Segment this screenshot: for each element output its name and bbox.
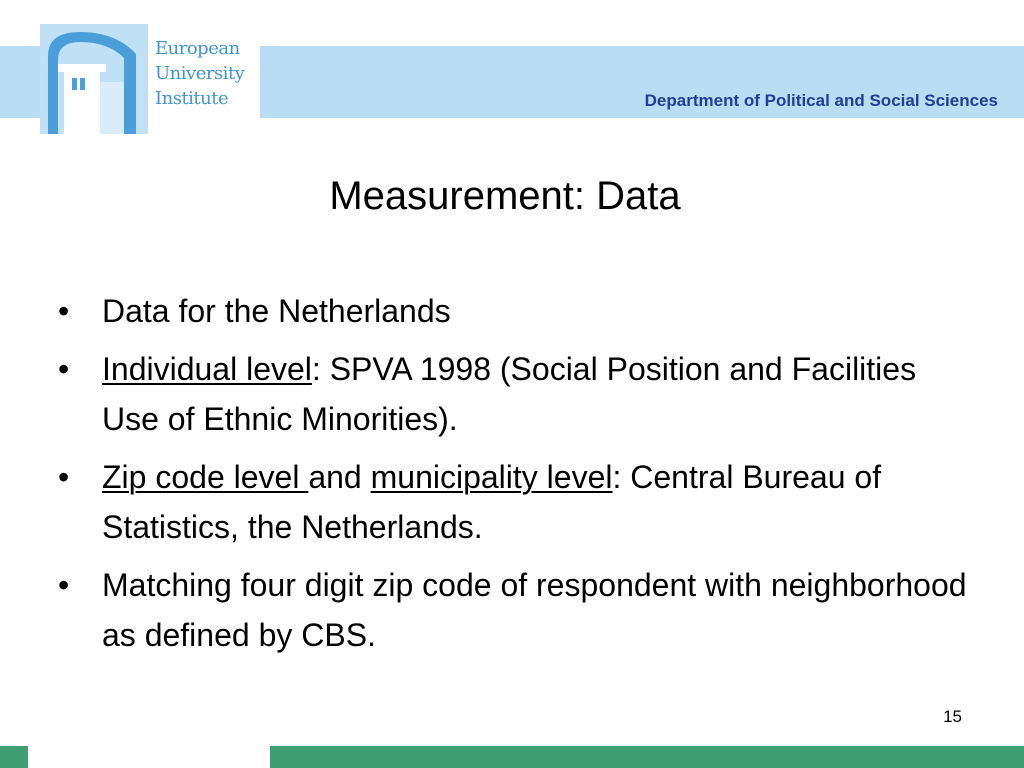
bullet-text: Data for the Netherlands (102, 293, 451, 329)
bullet-item (58, 452, 968, 552)
department-title: Department of Political and Social Sciences (644, 91, 998, 110)
bullet-connector: and (308, 459, 371, 495)
bullet-list (58, 286, 968, 668)
bullet-text: Matching four digit zip code of respondent with neighborhood as defined by CBS. (102, 567, 967, 653)
underlined-term: Individual level (102, 351, 312, 387)
bullet-item (58, 344, 968, 444)
underlined-term: Zip code level (102, 459, 309, 495)
bullet-text: : Central Bureau of Statistics, the Netherlands. (102, 459, 882, 545)
logo-line-3: Institute (155, 88, 229, 109)
bullet-item (58, 286, 968, 336)
slide-title: Measurement: Data (329, 174, 681, 218)
bullet-item (58, 560, 968, 660)
underlined-term: municipality level (370, 459, 613, 495)
eui-emblem-icon (40, 24, 148, 134)
bullet-marker: • (58, 567, 70, 603)
institution-logo (40, 24, 260, 134)
bullet-marker: • (58, 459, 70, 495)
logo-line-1: European (155, 38, 240, 59)
bullet-marker: • (58, 293, 70, 329)
footer-bar-right (270, 746, 1024, 768)
page-number: 15 (943, 707, 962, 726)
bullet-marker: • (58, 351, 70, 387)
logo-line-2: University (155, 63, 245, 84)
logo-wordmark (155, 36, 244, 111)
footer-bar-left (0, 746, 28, 768)
bullet-text: : SPVA 1998 (Social Position and Facilities Use of Ethnic Minorities). (102, 351, 917, 437)
